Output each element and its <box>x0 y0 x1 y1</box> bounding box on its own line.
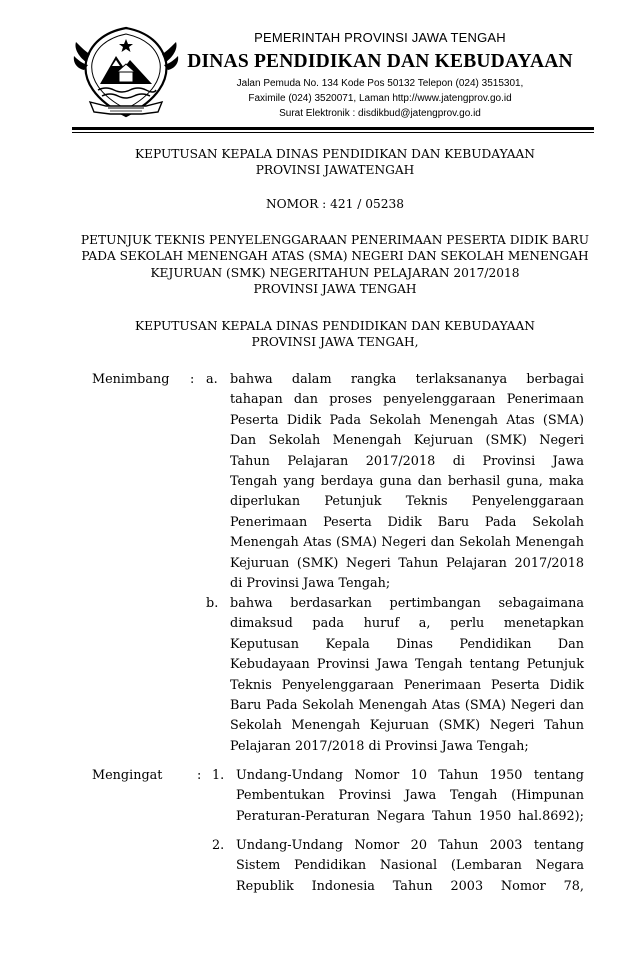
province-emblem-icon <box>72 22 180 122</box>
letterhead <box>0 0 638 138</box>
paragraph-line: Peraturan-Peraturan Negara Tahun 1950 hal.8692); <box>236 808 584 824</box>
decree-number <box>80 196 590 212</box>
mengingat-colon: : <box>197 768 202 783</box>
paragraph-line: Tengah yang berdaya guna dan berhasil guna, maka <box>230 473 584 489</box>
government-name: PEMERINTAH PROVINSI JAWA TENGAH <box>254 30 506 45</box>
decree-authority-line: KEPUTUSAN KEPALA DINAS PENDIDIKAN DAN KEBUDAYAAN <box>135 319 535 333</box>
paragraph-line: Sistem Pendidikan Nasional (Lembaran Negara <box>236 858 584 874</box>
paragraph-line: dimaksud pada huruf a, perlu menetapkan <box>230 616 584 632</box>
paragraph-line: Peserta Didik Pada Sekolah Menengah Atas (SMA) <box>230 412 584 428</box>
decree-subject <box>80 232 590 297</box>
decree-heading-line: PROVINSI JAWATENGAH <box>255 163 415 178</box>
office-address: Jalan Pemuda No. 134 Kode Pos 50132 Telepon (024) 3515301, <box>236 78 524 89</box>
decree-subject-line: PROVINSI JAWA TENGAH <box>253 281 417 296</box>
paragraph-line: Pembentukan Provinsi Jawa Tengah (Himpunan <box>236 788 584 804</box>
menimbang-item-a <box>230 370 584 594</box>
paragraph-line: Keputusan Kepala Dinas Pendidikan Dan <box>230 636 584 652</box>
paragraph-line: Penerimaan Peserta Didik Baru Pada Sekolah <box>230 514 584 530</box>
paragraph-line: diperlukan Petunjuk Teknis Penyelenggaraan <box>230 494 584 510</box>
paragraph-line: tahapan dan proses penyelenggaraan Penerimaan <box>230 392 584 408</box>
paragraph-line: Baru Pada Sekolah Menengah Atas (SMA) Negeri dan <box>230 697 584 713</box>
decree-subject-line: PETUNJUK TEKNIS PENYELENGGARAAN PENERIMAAN PESERTA DIDIK BARU <box>80 233 590 247</box>
menimbang-item-marker: b. <box>206 596 219 611</box>
paragraph-line: Menengah Atas (SMA) Negeri dan Sekolah Menengah <box>230 535 584 551</box>
decree-authority <box>80 318 590 351</box>
paragraph-line: di Provinsi Jawa Tengah; <box>230 575 391 591</box>
mengingat-item-marker: 1. <box>212 768 225 783</box>
decree-heading-line: KEPUTUSAN KEPALA DINAS PENDIDIKAN DAN KEBUDAYAAN <box>135 147 535 161</box>
paragraph-line: Pelajaran 2017/2018 di Provinsi Jawa Tengah; <box>230 738 529 754</box>
decree-heading <box>80 146 590 179</box>
mengingat-item-2 <box>236 836 584 897</box>
menimbang-item-marker: a. <box>206 372 218 387</box>
paragraph-line: bahwa dalam rangka terlaksananya berbagai <box>230 372 584 387</box>
paragraph-line: Sekolah Menengah Kejuruan (SMK) Negeri Tahun <box>230 718 584 734</box>
letterhead-divider-thin <box>72 132 594 133</box>
menimbang-item-b <box>230 594 584 757</box>
paragraph-line: Tahun Pelajaran 2017/2018 di Provinsi Jawa <box>230 453 584 469</box>
paragraph-line: Kejuruan (SMK) Negeri Tahun Pelajaran 2017/2018 <box>230 555 584 571</box>
decree-subject-line: KEJURUAN (SMK) NEGERITAHUN PELAJARAN 2017/2018 <box>150 265 520 280</box>
paragraph-line: Undang-Undang Nomor 10 Tahun 1950 tentang <box>236 768 584 783</box>
menimbang-label: Menimbang <box>92 372 170 387</box>
mengingat-label: Mengingat <box>92 768 163 783</box>
office-email: Surat Elektronik : disdikbud@jatengprov.go.id <box>279 108 481 119</box>
paragraph-line: Undang-Undang Nomor 20 Tahun 2003 tentang <box>236 838 584 853</box>
paragraph-line: bahwa berdasarkan pertimbangan sebagaimana <box>230 596 584 611</box>
decree-subject-line: PADA SEKOLAH MENENGAH ATAS (SMA) NEGERI DAN SEKOLAH MENENGAH <box>81 249 589 264</box>
paragraph-line: Kebudayaan Provinsi Jawa Tengah tentang Petunjuk <box>230 657 584 673</box>
office-fax-website: Faximile (024) 3520071, Laman http://www.jatengprov.go.id <box>248 93 512 104</box>
letterhead-divider-thick <box>72 127 594 130</box>
decree-authority-line: PROVINSI JAWA TENGAH, <box>251 335 419 350</box>
office-name: DINAS PENDIDIKAN DAN KEBUDAYAAN <box>187 51 573 72</box>
mengingat-item-1 <box>236 766 584 827</box>
mengingat-item-marker: 2. <box>212 838 225 853</box>
paragraph-line: Teknis Penyelenggaraan Penerimaan Peserta Didik <box>230 677 584 693</box>
paragraph-line: Republik Indonesia Tahun 2003 Nomor 78, <box>236 878 584 894</box>
paragraph-line: Dan Sekolah Menengah Kejuruan (SMK) Negeri <box>230 433 584 449</box>
decree-number-text: NOMOR : 421 / 05238 <box>265 197 405 211</box>
menimbang-colon: : <box>190 372 195 387</box>
